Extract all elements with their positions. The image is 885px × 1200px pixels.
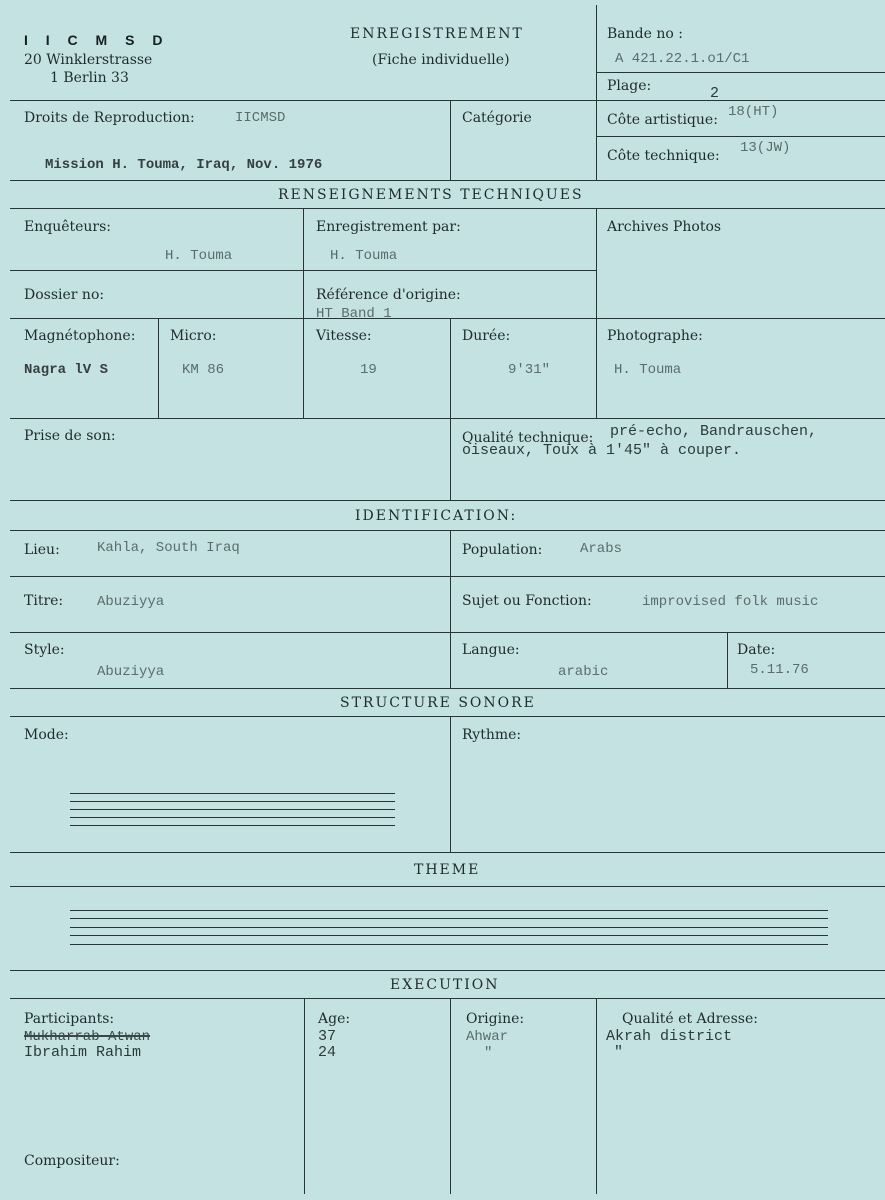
date-label: Date: (737, 642, 776, 658)
staff-line (70, 927, 828, 928)
participant-2: Ibrahim Rahim (24, 1044, 142, 1061)
rule (10, 970, 885, 971)
compositeur-label: Compositeur: (24, 1153, 120, 1169)
archives-label: Archives Photos (607, 219, 722, 235)
population-value: Arabs (580, 541, 623, 557)
lieu-value: Kahla, South Iraq (97, 540, 240, 556)
rule (596, 998, 597, 1194)
cote-technique-value: 13(JW) (740, 140, 791, 156)
participant-1: Mukharrab Atwan (24, 1029, 151, 1045)
bande-value: A 421.22.1.o1/C1 (615, 51, 750, 67)
age-1: 37 (318, 1028, 337, 1045)
rule (304, 998, 305, 1194)
qualite-technique-label: Qualité technique: (462, 430, 594, 446)
section-title-theme: THEME (414, 862, 481, 878)
age-2: 24 (318, 1044, 337, 1061)
style-value: Abuziyya (97, 664, 165, 680)
rule (10, 500, 885, 501)
staff-line (70, 944, 828, 945)
titre-value: Abuziyya (97, 594, 165, 610)
staff-line (70, 918, 828, 919)
mission-text: Mission H. Touma, Iraq, Nov. 1976 (45, 157, 323, 173)
section-title-technique: RENSEIGNEMENTS TECHNIQUES (278, 187, 584, 203)
micro-label: Micro: (170, 328, 217, 344)
titre-label: Titre: (24, 593, 64, 609)
origine-label: Origine: (466, 1011, 525, 1027)
duree-value: 9'31" (508, 362, 551, 378)
reference-value: HT Band 1 (316, 306, 392, 322)
plage-value: 2 (710, 85, 720, 102)
rule (10, 576, 885, 577)
enqueteurs-value: H. Touma (165, 248, 233, 264)
plage-label: Plage: (607, 78, 652, 94)
population-label: Population: (462, 542, 543, 558)
rule (158, 318, 159, 418)
date-value: 5.11.76 (750, 662, 809, 678)
origine-1: Ahwar (466, 1029, 509, 1045)
rule (10, 632, 885, 633)
prise-label: Prise de son: (24, 428, 116, 444)
micro-value: KM 86 (182, 362, 225, 378)
rule (10, 998, 885, 999)
rule (596, 208, 597, 418)
magnetophone-value: Nagra lV S (24, 362, 109, 378)
reference-label: Référence d'origine: (316, 287, 461, 303)
rule (10, 852, 885, 853)
cote-artistique-label: Côte artistique: (607, 112, 718, 128)
enregistrement-label: Enregistrement par: (316, 219, 461, 235)
vitesse-value: 19 (360, 362, 377, 378)
rule (10, 318, 885, 319)
rule (10, 688, 885, 689)
rule (597, 72, 885, 73)
staff-line (70, 817, 395, 818)
rule (450, 716, 451, 852)
participants-label: Participants: (24, 1011, 115, 1027)
dossier-label: Dossier no: (24, 287, 105, 303)
rule (450, 530, 451, 688)
rule (450, 998, 451, 1194)
staff-line (70, 793, 395, 794)
enqueteurs-label: Enquêteurs: (24, 219, 112, 235)
staff-line (70, 910, 828, 911)
enregistrement-value: H. Touma (330, 248, 398, 264)
sujet-value: improvised folk music (642, 594, 819, 610)
rights-value: IICMSD (235, 110, 286, 126)
rule (10, 208, 885, 209)
rule (450, 418, 451, 500)
rule (303, 208, 304, 418)
photographe-value: H. Touma (614, 362, 682, 378)
rule (596, 5, 597, 180)
langue-value: arabic (558, 664, 609, 680)
rule (10, 418, 885, 419)
rights-label: Droits de Reproduction: (24, 110, 195, 126)
qualite-adresse-1: Akrah district (606, 1028, 733, 1045)
qualite-technique-value-1: pré-echo, Bandrauschen, (610, 423, 818, 440)
org-city: 1 Berlin 33 (50, 70, 129, 86)
section-title-structure: STRUCTURE SONORE (340, 695, 536, 711)
duree-label: Durée: (462, 328, 511, 344)
card-title: ENREGISTREMENT (350, 26, 524, 42)
langue-label: Langue: (462, 642, 520, 658)
rule (450, 318, 451, 418)
rule (10, 180, 885, 181)
rule (10, 530, 885, 531)
card-subtitle: (Fiche individuelle) (372, 52, 510, 68)
section-title-execution: EXECUTION (390, 977, 500, 993)
staff-line (70, 825, 395, 826)
qualite-adresse-label: Qualité et Adresse: (622, 1011, 758, 1027)
cote-technique-label: Côte technique: (607, 148, 720, 164)
rule (727, 632, 728, 688)
rythme-label: Rythme: (462, 727, 522, 743)
style-label: Style: (24, 642, 65, 658)
bande-label: Bande no : (607, 26, 683, 42)
rule (10, 886, 885, 887)
lieu-label: Lieu: (24, 542, 60, 558)
vitesse-label: Vitesse: (316, 328, 372, 344)
cote-artistique-value: 18(HT) (728, 104, 779, 120)
org-logo: I I C M S D (24, 32, 170, 48)
qualite-technique-value-2: oiseaux, Toux à 1'45" à couper. (462, 442, 742, 459)
rule (10, 716, 885, 717)
sujet-label: Sujet ou Fonction: (462, 593, 592, 609)
mode-label: Mode: (24, 727, 69, 743)
section-title-identification: IDENTIFICATION: (355, 508, 518, 524)
qualite-adresse-2: " (614, 1044, 624, 1061)
categorie-label: Catégorie (462, 110, 532, 126)
origine-2: " (484, 1045, 493, 1061)
rule (597, 136, 885, 137)
magnetophone-label: Magnétophone: (24, 328, 136, 344)
staff-line (70, 935, 828, 936)
staff-line (70, 801, 395, 802)
photographe-label: Photographe: (607, 328, 703, 344)
org-street: 20 Winklerstrasse (24, 52, 153, 68)
rule (10, 100, 885, 101)
staff-line (70, 809, 395, 810)
age-label: Age: (318, 1011, 351, 1027)
rule (450, 100, 451, 180)
